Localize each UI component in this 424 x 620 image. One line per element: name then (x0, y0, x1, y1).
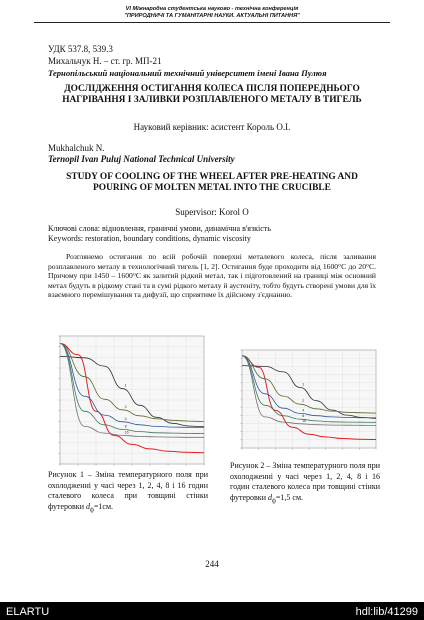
affiliation-ua: Тернопільський національний технічний університет імені Івана Пулюя (48, 68, 327, 78)
figure-1-caption (48, 470, 208, 516)
curve-label: 2 (302, 399, 305, 404)
author-en: Mukhalchuk N. (48, 143, 105, 153)
keywords-en: Keywords: restoration, boundary conditions, dynamic viscosity (48, 234, 251, 243)
footer-handle: hdl:lib/41299 (355, 606, 418, 618)
figure-1-caption-var: d (85, 501, 90, 511)
curve-label: 4 (124, 416, 127, 421)
figure-2-caption-var: d (267, 492, 272, 502)
curve-label: 16 (124, 430, 129, 435)
supervisor-en: Supervisor: Korol O (175, 207, 249, 217)
figure-2-caption-text: Рисунок 2 – Зміна температурного поля при охолодженні у часі через 1, 2, 4, 8 і 16 годин сталевого колеса при товщині стінки футеровки (230, 461, 380, 502)
figure-2-caption-end: =1,5 см. (275, 492, 303, 502)
curve-label: 1 (302, 382, 305, 387)
curve-label: 16 (302, 418, 307, 423)
curve-label: 2 (124, 404, 127, 409)
title-en: STUDY OF COOLING OF THE WHEEL AFTER PRE-HEATING AND POURING OF MOLTEN METAL INTO THE CRUCIBLE (66, 172, 358, 193)
affiliation-en: Ternopil Ivan Puluj National Technical University (48, 154, 235, 164)
body-paragraph: Розглянемо остигання по всій робочій поверхні металевого колеса, після заливання розплавленого металу в технологічний тигель [1, 2]. Остигання буде проходити від 1600°С до 20°С. Причому при 1450 – 1600°С як залитий рідкий метал, так і підготовлений на границі між основний метал будуть в рідкому стані та в сумі рідкого металу й аустеніту, тобто будуть створені умови для їх взаємного перемішування та дифузії, що сприятиме їх дійсному з'єднанню. (48, 252, 376, 300)
figure-2-caption (230, 461, 380, 507)
udc-code: УДК 537.8, 539.3 (48, 44, 113, 54)
curve-label: 8 (124, 424, 127, 429)
figure-1-caption-sub: ф (89, 507, 94, 514)
supervisor-ua: Науковий керівник: асистент Король О.І. (133, 122, 291, 132)
curve-label: 1 (124, 383, 127, 388)
figure-2-caption-sub: ф (271, 498, 276, 505)
footer-repository: ELARTU (6, 606, 50, 618)
conference-header-line-2: "ПРИРОДНИЧІ ТА ГУМАНІТАРНІ НАУКИ. АКТУАЛЬНІ ПИТАННЯ" (124, 12, 300, 19)
keywords-ua: Ключові слова: відновлення, граничні умови, динамічна в'язкість (48, 224, 271, 233)
conference-header (0, 6, 424, 19)
figure-1-caption-text: Рисунок 1 – Зміна температурного поля при охолодженні у часі через 1, 2, 4, 8 і 16 годин сталевого колеса при товщині стінки футеровки (48, 470, 208, 511)
footer-bar (0, 602, 424, 620)
figure-1-chart (48, 330, 208, 472)
curve-label: 8 (302, 414, 305, 419)
figure-2-chart (230, 344, 380, 456)
conference-header-line-1: VI Міжнародна студентська науково - технічна конференція (125, 6, 299, 12)
curve-label: 4 (302, 408, 305, 413)
author-ua: Михальчук Н. – ст. гр. МП-21 (48, 56, 162, 66)
page-number: 244 (205, 559, 219, 569)
figure-1-caption-end: =1см. (93, 501, 113, 511)
title-ua: ДОСЛІДЖЕННЯ ОСТИГАННЯ КОЛЕСА ПІСЛЯ ПОПЕРЕДНЬОГО НАГРІВАННЯ І ЗАЛИВКИ РОЗПЛАВЛЕНОГО МЕТАЛУ В ТИГЕЛЬ (62, 84, 362, 105)
header-rule (34, 22, 390, 23)
